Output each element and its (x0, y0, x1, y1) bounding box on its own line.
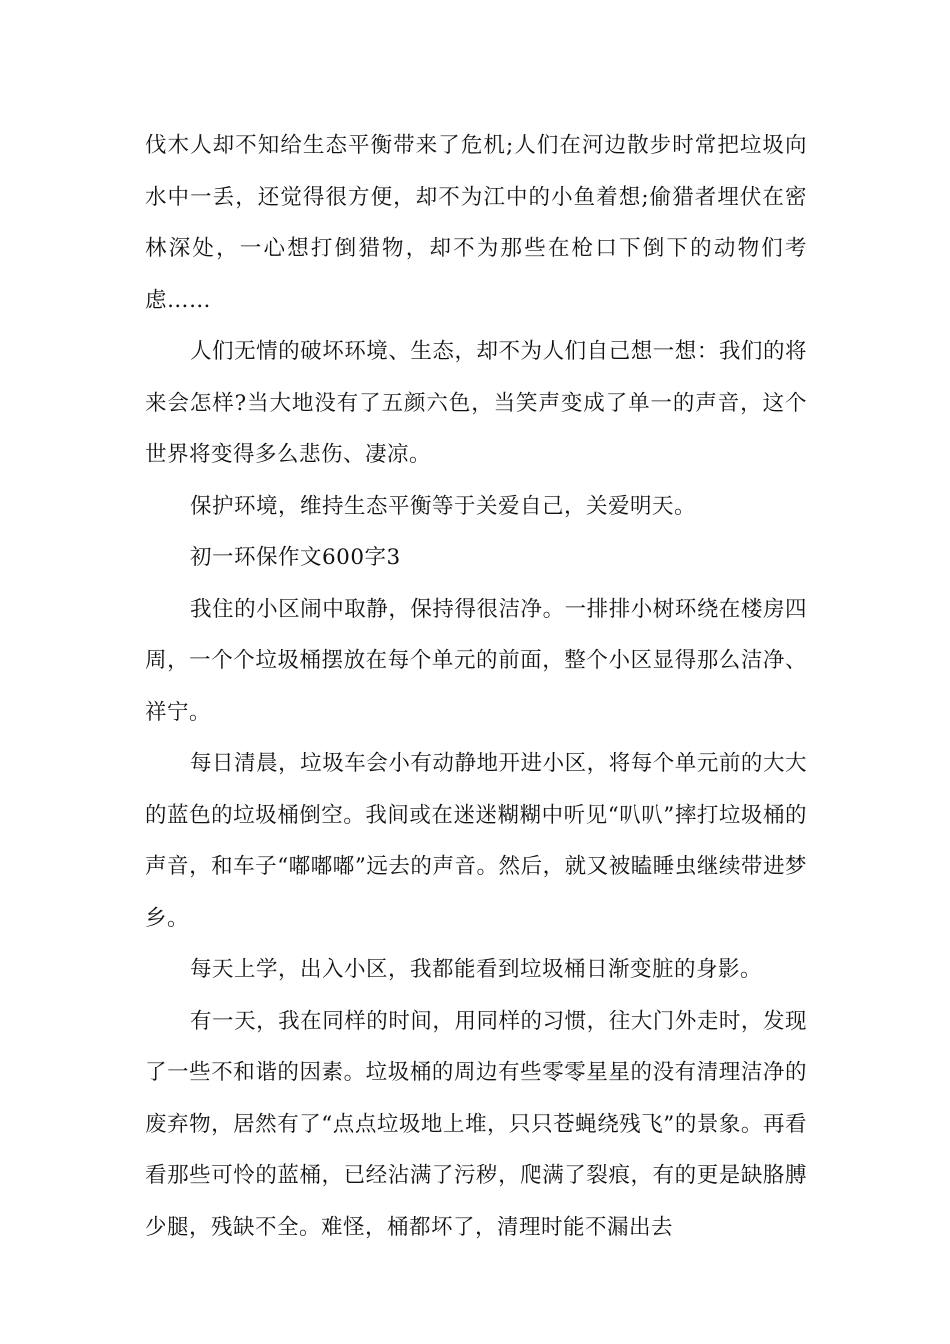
document-page (145, 120, 807, 1253)
paragraph-5: 我住的小区闹中取静，保持得很洁净。一排排小树环绕在楼房四周，一个个垃圾桶摆放在每个单元的前面，整个小区显得那么洁净、祥宁。 (145, 596, 807, 725)
paragraph-6: 每日清晨，垃圾车会小有动静地开进小区，将每个单元前的大大的蓝色的垃圾桶倒空。我间或在迷迷糊糊中听见“叭叭”摔打垃圾桶的声音，和车子“嘟嘟嘟”远去的声音。然后，就又被瞌睡虫继续带进梦乡。 (145, 751, 807, 931)
section-heading: 初一环保作文600字3 (190, 545, 401, 570)
paragraph-1: 伐木人却不知给生态平衡带来了危机;人们在河边散步时常把垃圾向水中一丢，还觉得很方便，却不为江中的小鱼着想;偷猎者埋伏在密林深处，一心想打倒猎物，却不为那些在枪口下倒下的动物们考虑…… (145, 133, 807, 313)
paragraph-8: 有一天，我在同样的时间，用同样的习惯，往大门外走时，发现了一些不和谐的因素。垃圾桶的周边有些零零星星的没有清理洁净的废弃物，居然有了“点点垃圾地上堆，只只苍蝇绕残飞”的景象。再看看那些可怜的蓝桶，已经沾满了污秽，爬满了裂痕，有的更是缺胳膊少腿，残缺不全。难怪，桶都坏了，清理时能不漏出去 (145, 1008, 807, 1240)
paragraph-7: 每天上学，出入小区，我都能看到垃圾桶日渐变脏的身影。 (190, 957, 763, 982)
paragraph-3: 保护环境，维持生态平衡等于关爱自己，关爱明天。 (190, 493, 697, 519)
paragraph-2: 人们无情的破坏环境、生态，却不为人们自己想一想：我们的将来会怎样?当大地没有了五颜六色，当笑声变成了单一的声音，这个世界将变得多么悲伤、凄凉。 (145, 339, 807, 467)
